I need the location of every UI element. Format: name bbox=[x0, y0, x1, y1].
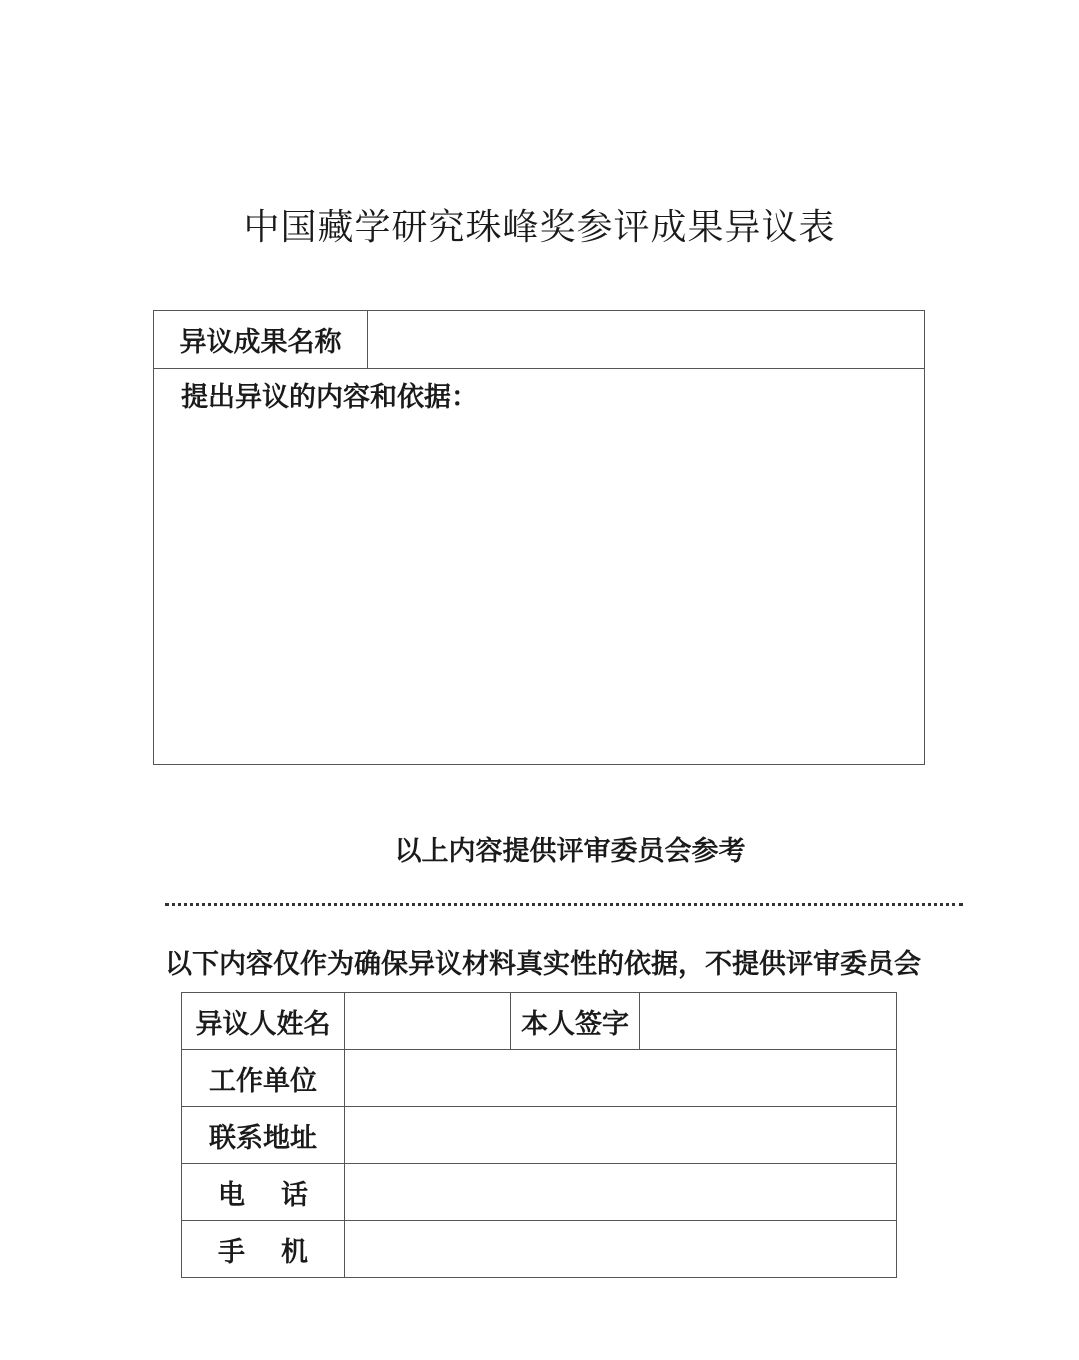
phone-label: 电话 bbox=[218, 1179, 344, 1211]
achievement-name-label: 异议成果名称 bbox=[154, 311, 368, 368]
form-title: 中国藏学研究珠峰奖参评成果异议表 bbox=[243, 207, 836, 248]
objector-name-field[interactable] bbox=[345, 993, 511, 1050]
work-unit-label: 工作单位 bbox=[182, 1050, 345, 1107]
objection-content-label: 提出异议的内容和依据： bbox=[181, 382, 478, 413]
reference-note: 以上内容提供评审委员会参考 bbox=[394, 836, 746, 867]
address-row bbox=[182, 1107, 897, 1164]
objector-name-label: 异议人姓名 bbox=[182, 993, 345, 1050]
signature-field[interactable] bbox=[640, 993, 897, 1050]
authenticity-note: 以下内容仅作为确保异议材料真实性的依据，不提供评审委员会 bbox=[165, 949, 921, 980]
address-label: 联系地址 bbox=[182, 1107, 345, 1164]
phone-field[interactable] bbox=[345, 1164, 897, 1221]
achievement-name-row bbox=[154, 311, 924, 369]
mobile-field[interactable] bbox=[345, 1221, 897, 1278]
mobile-label-cell bbox=[182, 1221, 345, 1278]
mobile-label: 手机 bbox=[218, 1236, 344, 1268]
signature-label: 本人签字 bbox=[511, 993, 640, 1050]
phone-label-cell bbox=[182, 1164, 345, 1221]
work-unit-field[interactable] bbox=[345, 1050, 897, 1107]
objector-name-row bbox=[182, 993, 897, 1050]
objection-content-field[interactable] bbox=[154, 421, 924, 764]
dotted-divider bbox=[165, 903, 963, 906]
work-unit-row bbox=[182, 1050, 897, 1107]
objection-form-top bbox=[153, 310, 925, 765]
objector-info-table bbox=[181, 992, 897, 1278]
mobile-row bbox=[182, 1221, 897, 1278]
achievement-name-field[interactable] bbox=[368, 311, 924, 368]
address-field[interactable] bbox=[345, 1107, 897, 1164]
phone-row bbox=[182, 1164, 897, 1221]
